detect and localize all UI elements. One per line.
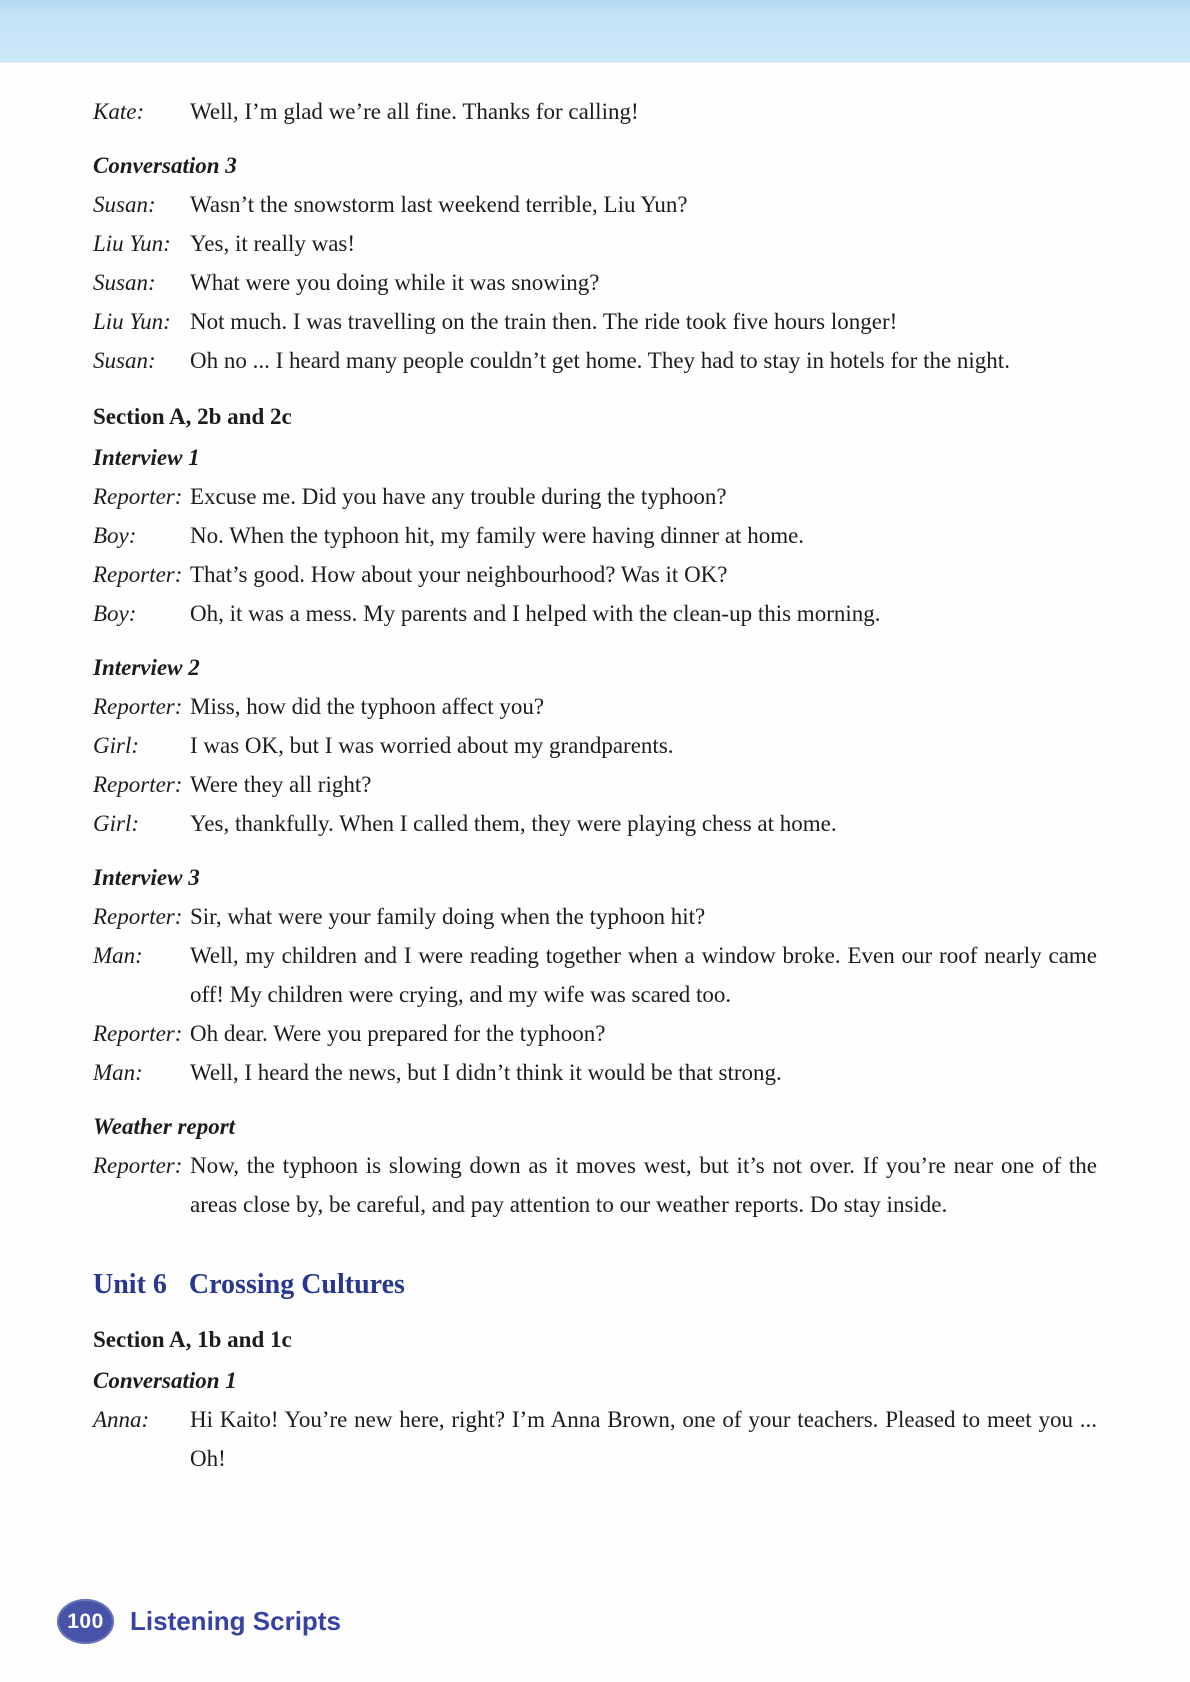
utterance-text: Oh, it was a mess. My parents and I helped with the clean-up this morning. xyxy=(190,601,881,626)
speaker-label: Reporter: xyxy=(93,694,183,719)
utterance-text: Well, I heard the news, but I didn’t think it would be that strong. xyxy=(190,1060,782,1085)
speaker-label: Reporter: xyxy=(93,1153,183,1178)
section-heading: Section A, 1b and 1c xyxy=(93,1327,292,1352)
speaker-label: Susan: xyxy=(93,270,156,295)
listening-script-content xyxy=(93,62,1097,1478)
dialogue-line xyxy=(93,1146,1097,1224)
unit-heading xyxy=(93,1264,1097,1306)
utterance-text: Now, the typhoon is slowing down as it moves west, but it’s not over. If you’re near one of the areas close by, be careful, and pay attention to our weather reports. Do stay inside. xyxy=(190,1153,1097,1217)
dialogue-line xyxy=(93,594,1097,633)
utterance-text: Wasn’t the snowstorm last weekend terrible, Liu Yun? xyxy=(190,192,688,217)
conversation-heading: Weather report xyxy=(93,1114,236,1139)
utterance-text: Excuse me. Did you have any trouble during the typhoon? xyxy=(190,484,727,509)
unit-number: Unit 6 xyxy=(93,1269,167,1300)
dialogue-line xyxy=(93,765,1097,804)
dialogue-line xyxy=(93,302,1097,341)
conversation-heading: Interview 3 xyxy=(93,865,200,890)
dialogue-line xyxy=(93,897,1097,936)
utterance-text: Not much. I was travelling on the train then. The ride took five hours longer! xyxy=(190,309,898,334)
conversation-heading: Conversation 3 xyxy=(93,153,237,178)
dialogue-line xyxy=(93,477,1097,516)
speaker-label: Kate: xyxy=(93,99,145,124)
speaker-label: Girl: xyxy=(93,733,139,758)
utterance-text: Oh no ... I heard many people couldn’t get home. They had to stay in hotels for the night. xyxy=(190,348,1010,373)
speaker-label: Reporter: xyxy=(93,1021,183,1046)
speaker-label: Reporter: xyxy=(93,904,183,929)
page-footer xyxy=(57,1599,341,1644)
speaker-label: Susan: xyxy=(93,348,156,373)
speaker-label: Girl: xyxy=(93,811,139,836)
speaker-label: Boy: xyxy=(93,523,137,548)
dialogue-line xyxy=(93,1014,1097,1053)
page-number-badge xyxy=(57,1599,114,1644)
dialogue-line xyxy=(93,804,1097,843)
conversation-heading: Interview 2 xyxy=(93,655,200,680)
dialogue-line xyxy=(93,555,1097,594)
speaker-label: Anna: xyxy=(93,1407,150,1432)
utterance-text: That’s good. How about your neighbourhood? Was it OK? xyxy=(190,562,728,587)
utterance-text: Yes, thankfully. When I called them, they were playing chess at home. xyxy=(190,811,837,836)
speaker-label: Susan: xyxy=(93,192,156,217)
section-heading: Section A, 2b and 2c xyxy=(93,404,292,429)
utterance-text: Sir, what were your family doing when the typhoon hit? xyxy=(190,904,706,929)
utterance-text: Were they all right? xyxy=(190,772,372,797)
page-header-band xyxy=(0,0,1190,63)
dialogue-line xyxy=(93,516,1097,555)
speaker-label: Man: xyxy=(93,1060,143,1085)
utterance-text: Yes, it really was! xyxy=(190,231,356,256)
speaker-label: Liu Yun: xyxy=(93,309,171,334)
page-number: 100 xyxy=(67,1609,104,1633)
dialogue-line xyxy=(93,185,1097,224)
speaker-label: Reporter: xyxy=(93,562,183,587)
speaker-label: Reporter: xyxy=(93,484,183,509)
utterance-text: No. When the typhoon hit, my family were having dinner at home. xyxy=(190,523,805,548)
utterance-text: Hi Kaito! You’re new here, right? I’m Anna Brown, one of your teachers. Pleased to meet you ... Oh! xyxy=(190,1407,1097,1471)
footer-section-label: Listening Scripts xyxy=(130,1606,341,1636)
dialogue-line xyxy=(93,92,1097,131)
dialogue-line xyxy=(93,726,1097,765)
unit-title: Crossing Cultures xyxy=(188,1269,405,1300)
dialogue-line xyxy=(93,936,1097,1014)
speaker-label: Liu Yun: xyxy=(93,231,171,256)
utterance-text: What were you doing while it was snowing? xyxy=(190,270,600,295)
dialogue-line xyxy=(93,341,1097,380)
dialogue-line xyxy=(93,263,1097,302)
speaker-label: Boy: xyxy=(93,601,137,626)
utterance-text: I was OK, but I was worried about my grandparents. xyxy=(190,733,674,758)
dialogue-line xyxy=(93,1400,1097,1478)
conversation-heading: Interview 1 xyxy=(93,445,200,470)
conversation-heading: Conversation 1 xyxy=(93,1368,237,1393)
speaker-label: Reporter: xyxy=(93,772,183,797)
utterance-text: Well, my children and I were reading together when a window broke. Even our roof nearly came off! My children were crying, and my wife was scared too. xyxy=(190,943,1097,1007)
speaker-label: Man: xyxy=(93,943,143,968)
dialogue-line xyxy=(93,224,1097,263)
utterance-text: Oh dear. Were you prepared for the typhoon? xyxy=(190,1021,606,1046)
utterance-text: Miss, how did the typhoon affect you? xyxy=(190,694,545,719)
dialogue-line xyxy=(93,687,1097,726)
dialogue-line xyxy=(93,1053,1097,1092)
utterance-text: Well, I’m glad we’re all fine. Thanks for calling! xyxy=(190,99,639,124)
